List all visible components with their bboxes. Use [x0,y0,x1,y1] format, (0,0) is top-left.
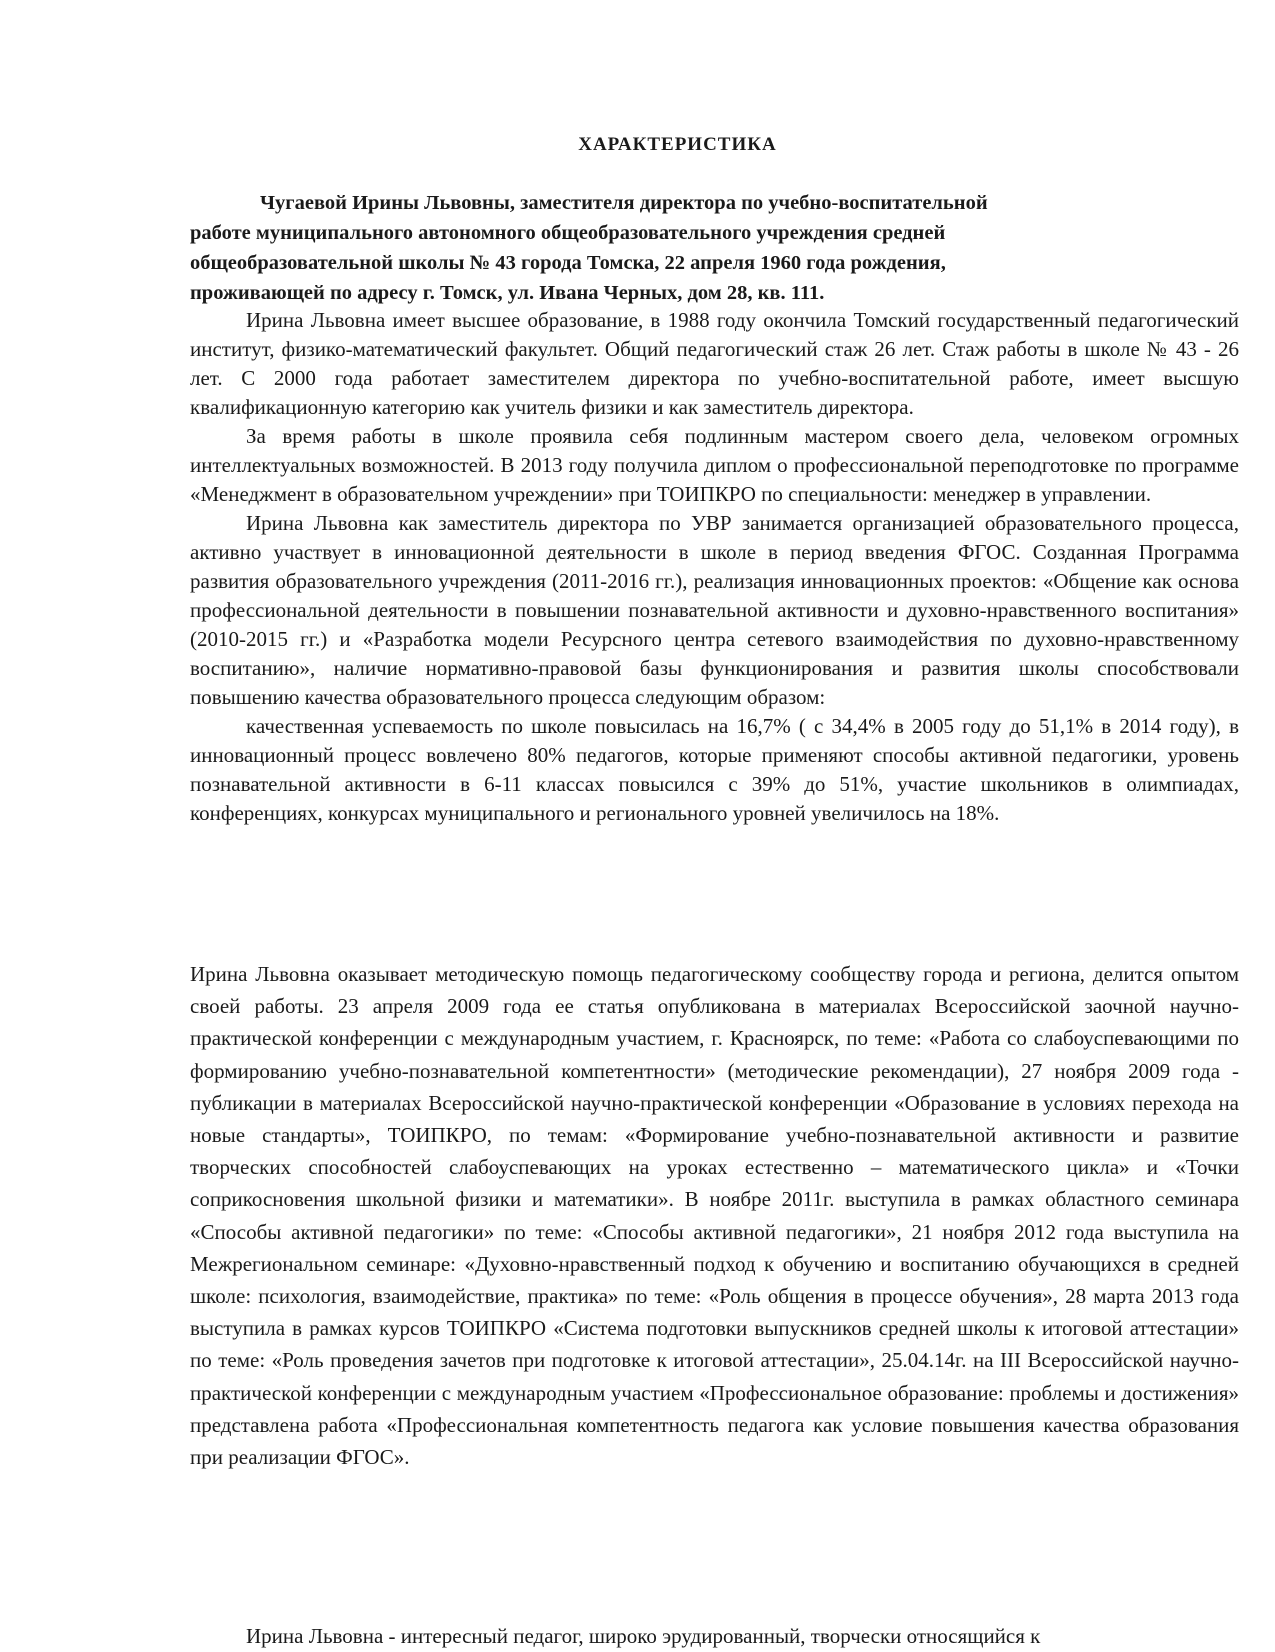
paragraph-closing: Ирина Львовна - интересный педагог, широко эрудированный, творчески относящийся к [246,1624,1041,1648]
heading-line: общеобразовательной школы № 43 города Томска, 22 апреля 1960 года рождения, [190,252,946,274]
paragraph-mastery: За время работы в школе проявила себя подлинным мастером своего дела, человеком огромных интеллектуальных возможностей. В 2013 году получила диплом о профессиональной переподготовке по программе «Менеджмент в образовательном учреждении» при ТОИПКРО по специальности: менеджер в управлении. [190,424,1239,506]
heading-line: работе муниципального автономного общеобразовательного учреждения средней [190,222,946,244]
paragraph-innovation: Ирина Львовна как заместитель директора по УВР занимается организацией образовательного процесса, активно участвует в инновационной деятельности в школе в период введения ФГОС. Созданная Программа развития образовательного учреждения (2011-2016 гг.), реализация инновационных проектов: «Общение как основа профессиональной деятельности в повышении познавательной активности и духовно-нравственного воспитания» (2010-2015 гг.) и «Разработка модели Ресурсного центра сетевого взаимодействия по духовно-нравственному воспитанию», наличие нормативно-правовой базы функционирования и развития школы способствовали повышению качества образовательного процесса следующим образом: [190,511,1239,709]
body-text-closing [190,1620,1239,1652]
document-title: ХАРАКТЕРИСТИКА [578,134,777,155]
body-text-methodology [190,958,1239,1473]
document-heading [190,188,1150,308]
heading-line: проживающей по адресу г. Томск, ул. Ивана Черных, дом 28, кв. 111. [190,282,825,304]
paragraph-methodology: Ирина Львовна оказывает методическую помощь педагогическому сообществу города и региона, делится опытом своей работы. 23 апреля 2009 года ее статья опубликована в материалах Всероссийской заочной научно-практической конференции с международным участием, г. Красноярск, по теме: «Работа со слабоуспевающими по формированию учебно-познавательной компетентности» (методические рекомендации), 27 ноября 2009 года - публикации в материалах Всероссийской научно-практической конференции «Образование в условиях перехода на новые стандарты», ТОИПКРО, по темам: «Формирование учебно-познавательной активности и развитие творческих способностей слабоуспевающих на уроках естественно – математического цикла» и «Точки соприкосновения школьной физики и математики». В ноябре 2011г. выступила в рамках областного семинара «Способы активной педагогики» по теме: «Способы активной педагогики», 21 ноября 2012 года выступила на Межрегиональном семинаре: «Духовно-нравственный подход к обучению и воспитанию обучающихся в средней школе: психология, взаимодействие, практика» по теме: «Роль общения в процессе обучения», 28 марта 2013 года выступила в рамках курсов ТОИПКРО «Система подготовки выпускников средней школы к итоговой аттестации» по теме: «Роль проведения зачетов при подготовке к итоговой аттестации», 25.04.14г. на III Всероссийской научно-практической конференции с международным участием «Профессиональное образование: проблемы и достижения» представлена работа «Профессиональная компетентность педагога как условие повышения качества образования при реализации ФГОС». [190,962,1239,1470]
heading-line: Чугаевой Ирины Львовны, заместителя директора по учебно-воспитательной [260,192,988,214]
paragraph-results: качественная успеваемость по школе повысилась на 16,7% ( с 34,4% в 2005 году до 51,1% в 2014 году), в инновационный процесс вовлечено 80% педагогов, которые применяют способы активной педагогики, уровень познавательной активности в 6-11 классах повысился с 39% до 51%, участие школьников в олимпиадах, конференциях, конкурсах муниципального и регионального уровней увеличилось на 18%. [190,714,1239,825]
paragraph-education: Ирина Львовна имеет высшее образование, в 1988 году окончила Томский государственный педагогический институт, физико-математический факультет. Общий педагогический стаж 26 лет. Стаж работы в школе № 43 - 26 лет. С 2000 года работает заместителем директора по учебно-воспитательной работе, имеет высшую квалификационную категорию как учитель физики и как заместитель директора. [190,308,1239,419]
body-text-upper [190,306,1239,828]
